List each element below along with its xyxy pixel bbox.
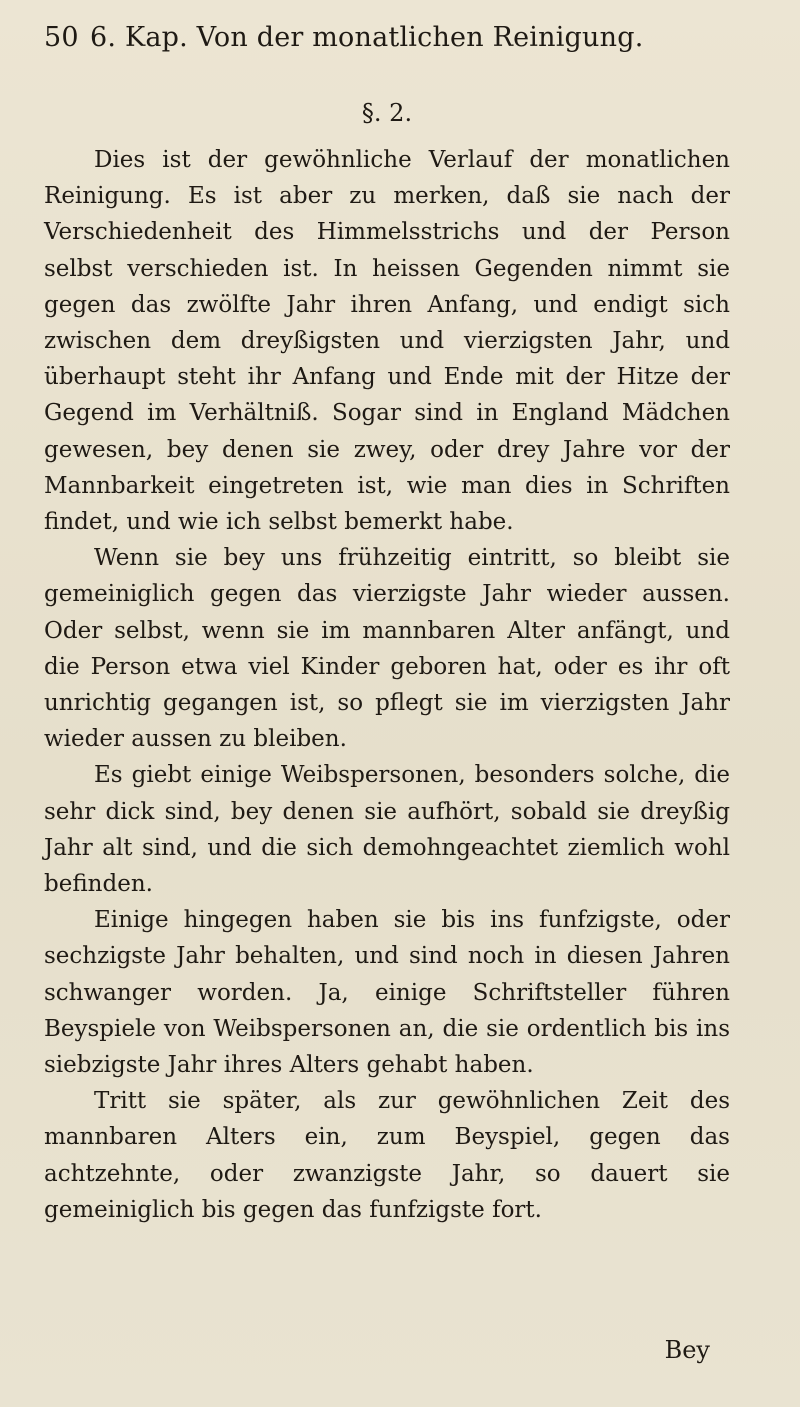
catchword: Bey <box>664 1336 710 1364</box>
paragraph-5: Tritt sie später, als zur gewöhnlichen Zeit des mannbaren Alters ein, zum Beyspiel, gegen das achtzehnte, oder zwanzigste Jahr, so dauert sie gemeiniglich bis gegen das funfzigste fort. <box>44 1088 730 1223</box>
body-text <box>44 142 730 1228</box>
chapter-title: 6. Kap. Von der monatlichen Reinigung. <box>90 22 644 53</box>
page-number: 50 <box>44 22 79 53</box>
paragraph-4: Einige hingegen haben sie bis ins funfzigste, oder sechzigste Jahr behalten, und sind noch in diesen Jahren schwanger worden. Ja, einige Schriftsteller führen Beyspiele von Weibspersonen an, die sie ordentlich bis ins siebzigste Jahr ihres Alters gehabt haben. <box>44 907 730 1079</box>
running-head <box>44 20 730 80</box>
paragraph-3: Es giebt einige Weibspersonen, besonders solche, die sehr dick sind, bey denen sie aufhört, sobald sie dreyßig Jahr alt sind, und die sich demohngeachtet ziemlich wohl befinden. <box>44 762 730 898</box>
paragraph-2: Wenn sie bey uns frühzeitig eintritt, so bleibt sie gemeiniglich gegen das vierzigste Jahr wieder aussen. Oder selbst, wenn sie im mannbaren Alter anfängt, und die Person etwa viel Kinder geboren hat, oder es ihr oft unrichtig gegangen ist, so pflegt sie im vierzigsten Jahr wieder aussen zu bleiben. <box>44 545 730 753</box>
section-mark: §. 2. <box>361 99 413 127</box>
paragraph-1: Dies ist der gewöhnliche Verlauf der monatlichen Reinigung. Es ist aber zu merken, daß sie nach der Verschiedenheit des Himmelsstrichs und der Person selbst verschieden ist. In heissen Gegenden nimmt sie gegen das zwölfte Jahr ihren Anfang, und endigt sich zwischen dem dreyßigsten und vierzigsten Jahr, und überhaupt steht ihr Anfang und Ende mit der Hitze der Gegend im Verhältniß. Sogar sind in England Mädchen gewesen, bey denen sie zwey, oder drey Jahre vor der Mannbarkeit eingetreten ist, wie man dies in Schriften findet, und wie ich selbst bemerkt habe. <box>44 147 730 536</box>
